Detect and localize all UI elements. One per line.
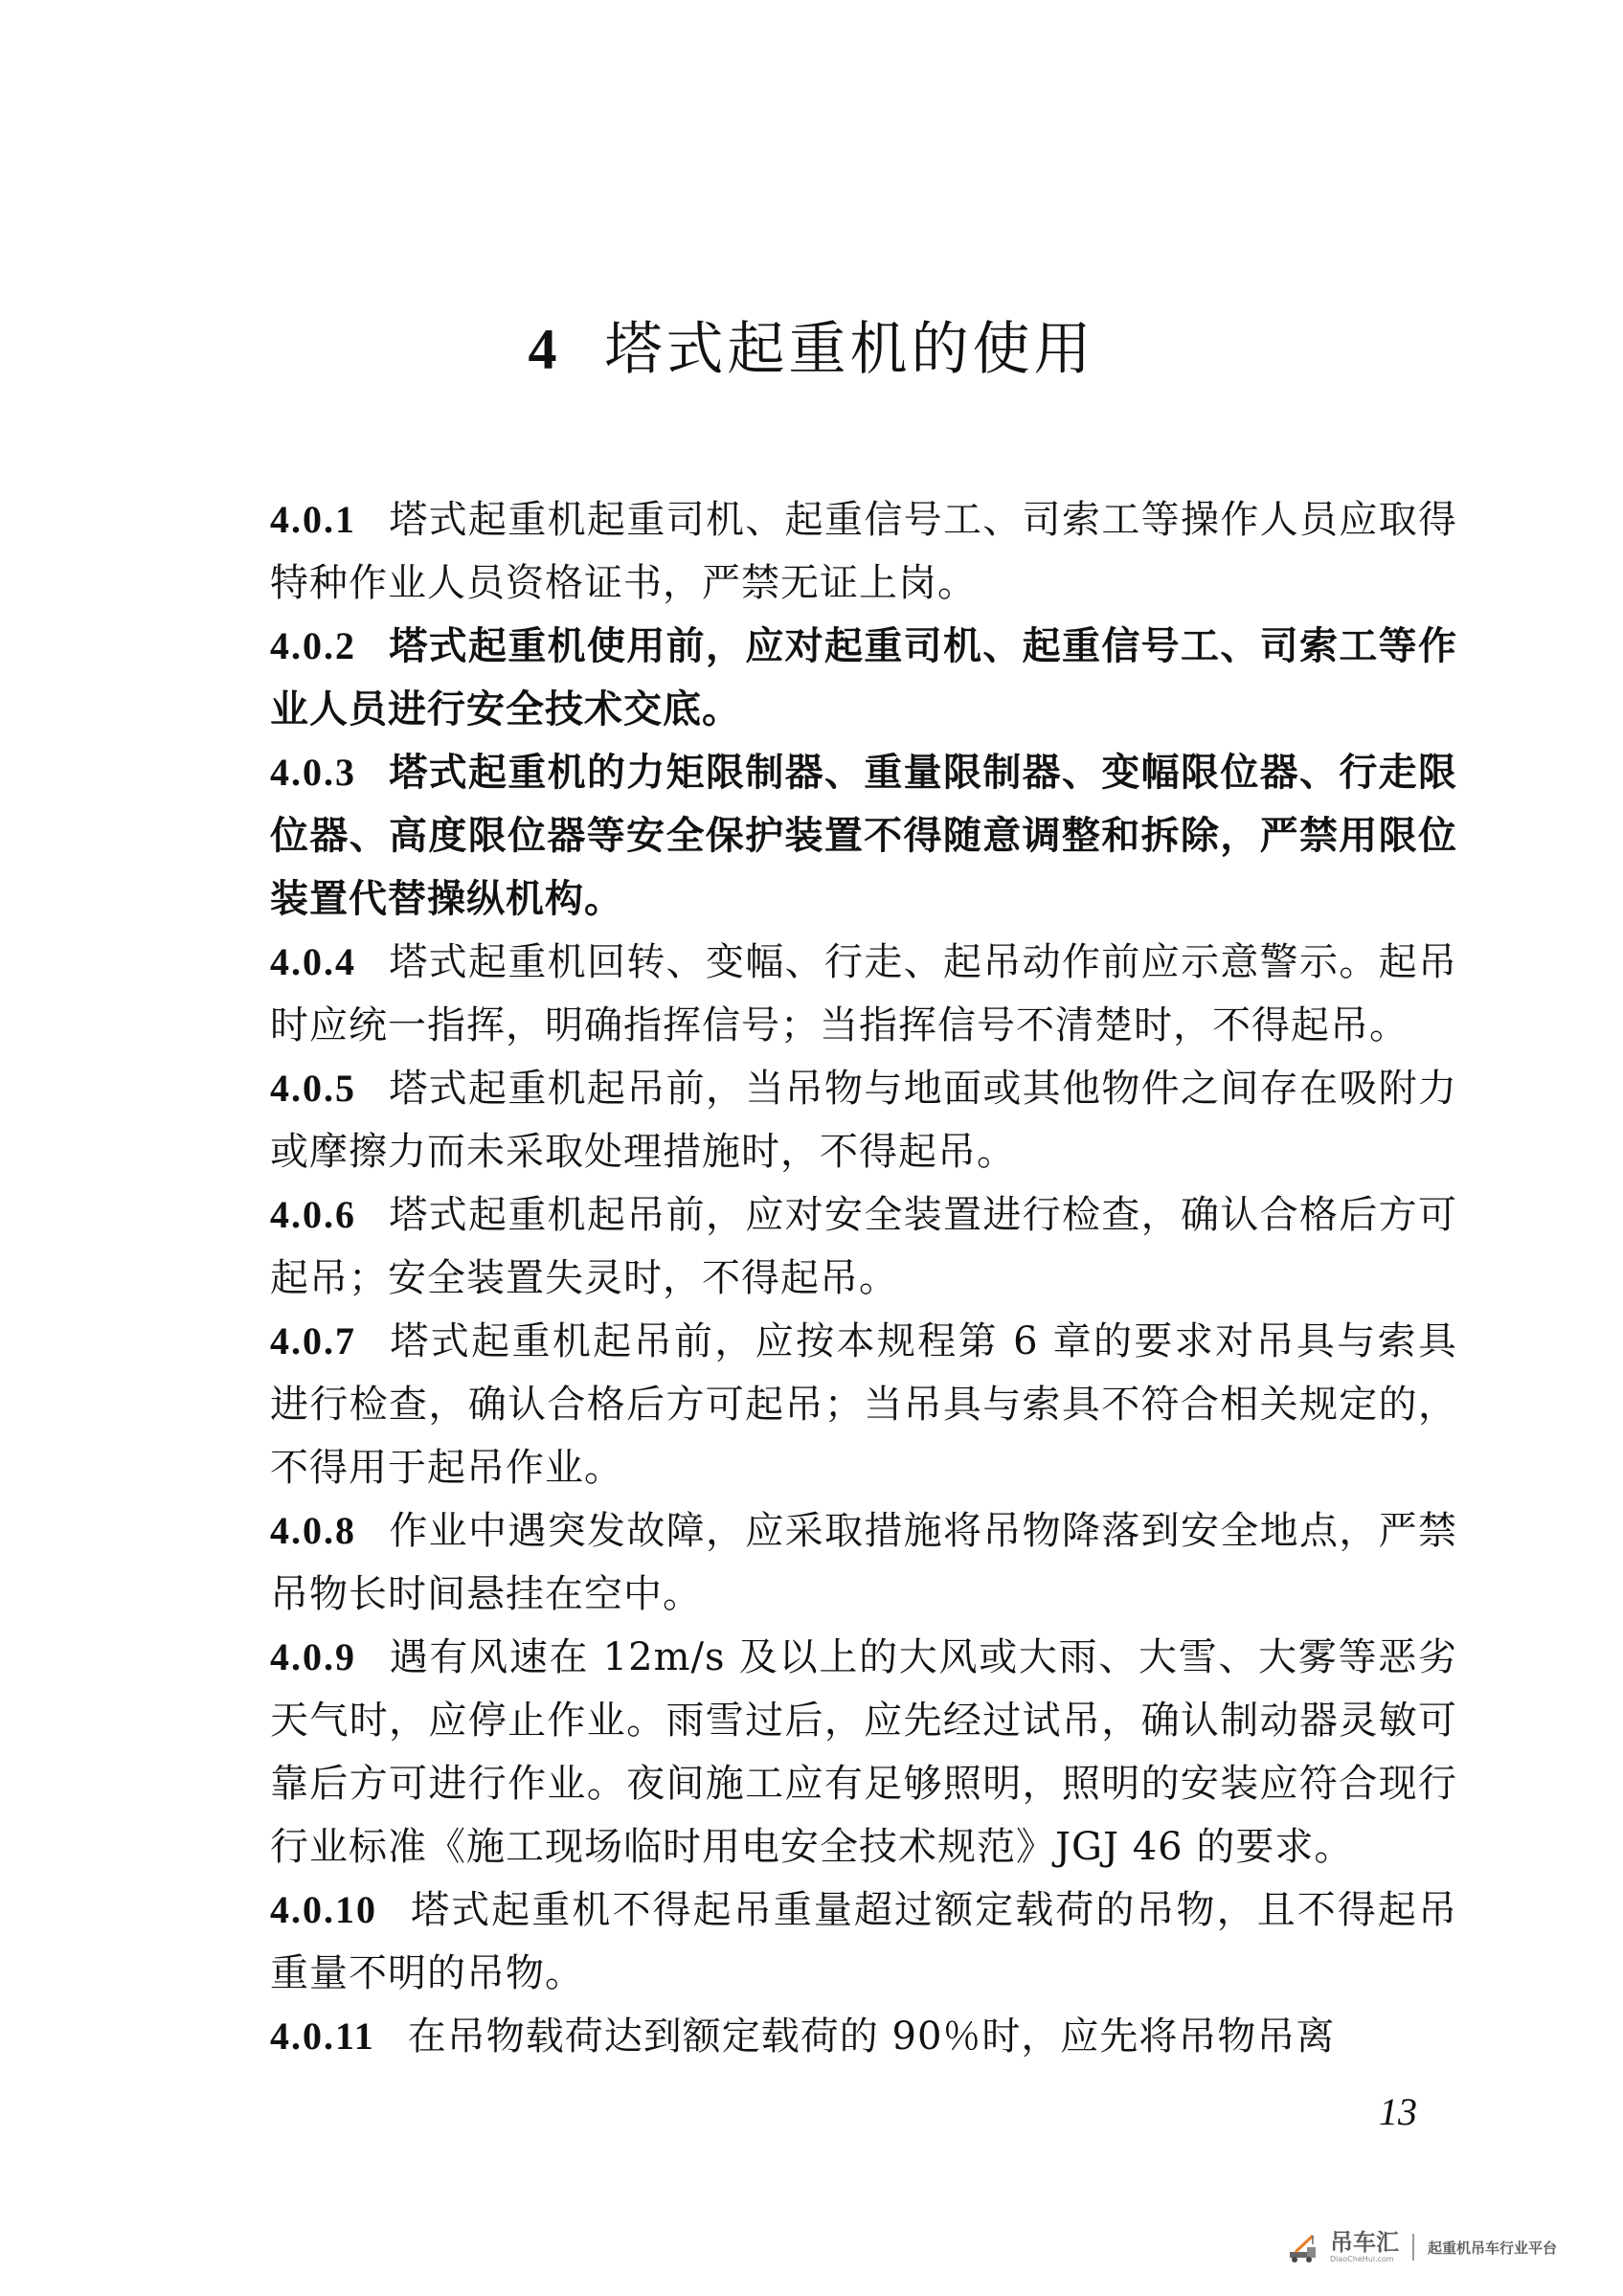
watermark-divider (1412, 2234, 1414, 2261)
clause-4-0-6 (270, 1183, 1457, 1310)
clause-number: 4.0.9 (270, 1635, 356, 1678)
clause-number: 4.0.1 (270, 498, 356, 541)
clause-4-0-3 (270, 741, 1457, 931)
clause-number: 4.0.4 (270, 940, 356, 983)
chapter-number: 4 (528, 318, 561, 381)
clause-4-0-8 (270, 1499, 1457, 1626)
clause-text: 作业中遇突发故障，应采取措施将吊物降落到安全地点，严禁吊物长时间悬挂在空中。 (270, 1509, 1457, 1616)
watermark-name: 吊车汇 (1330, 2229, 1399, 2256)
clause-text: 塔式起重机不得起吊重量超过额定载荷的吊物，且不得起吊重量不明的吊物。 (270, 1888, 1457, 1995)
watermark-brand (1330, 2231, 1399, 2263)
watermark-url: DiaoCheHui.com (1330, 2255, 1394, 2263)
clause-4-0-1 (270, 488, 1457, 615)
clause-number: 4.0.3 (270, 751, 356, 794)
chapter-title-text: 塔式起重机的使用 (604, 316, 1095, 383)
watermark-slogan: 起重机吊车行业平台 (1428, 2239, 1558, 2257)
clause-4-0-7 (270, 1310, 1457, 1499)
clause-text: 塔式起重机的力矩限制器、重量限制器、变幅限位器、行走限位器、高度限位器等安全保护装置不得随意调整和拆除，严禁用限位装置代替操纵机构。 (270, 750, 1457, 921)
clause-number: 4.0.8 (270, 1509, 356, 1552)
chapter-title (0, 316, 1623, 383)
clause-text: 在吊物载荷达到额定载荷的 90％时，应先将吊物吊离 (407, 2015, 1336, 2059)
clause-4-0-10 (270, 1879, 1457, 2005)
clause-text: 塔式起重机起吊前，当吊物与地面或其他物件之间存在吸附力或摩擦力而未采取处理措施时，不得起吊。 (270, 1067, 1457, 1174)
clause-number: 4.0.7 (270, 1319, 356, 1362)
clause-text: 塔式起重机起吊前，应对安全装置进行检查，确认合格后方可起吊；安全装置失灵时，不得起吊。 (270, 1193, 1457, 1300)
clause-4-0-5 (270, 1057, 1457, 1183)
clause-text: 塔式起重机起重司机、起重信号工、司索工等操作人员应取得特种作业人员资格证书，严禁无证上岗。 (270, 498, 1457, 605)
crane-truck-icon (1288, 2231, 1320, 2263)
clause-text: 塔式起重机回转、变幅、行走、起吊动作前应示意警示。起吊时应统一指挥，明确指挥信号；当指挥信号不清楚时，不得起吊。 (270, 940, 1457, 1047)
clause-number: 4.0.5 (270, 1067, 356, 1110)
clause-text: 遇有风速在 12m/s 及以上的大风或大雨、大雪、大雾等恶劣天气时，应停止作业。雨雪过后，应先经过试吊，确认制动器灵敏可靠后方可进行作业。夜间施工应有足够照明，照明的安装应符合现行行业标准《施工现场临时用电安全技术规范》JGJ 46 的要求。 (270, 1635, 1457, 1869)
clause-number: 4.0.2 (270, 624, 356, 667)
clause-4-0-9 (270, 1626, 1457, 1879)
clause-number: 4.0.11 (270, 2015, 375, 2058)
clause-4-0-2 (270, 615, 1457, 741)
watermark (1288, 2231, 1557, 2263)
clause-text: 塔式起重机起吊前，应按本规程第 6 章的要求对吊具与索具进行检查，确认合格后方可起吊；当吊具与索具不符合相关规定的，不得用于起吊作业。 (270, 1319, 1457, 1490)
clause-number: 4.0.6 (270, 1193, 356, 1236)
clause-number: 4.0.10 (270, 1888, 377, 1931)
clause-4-0-4 (270, 931, 1457, 1057)
clause-text: 塔式起重机使用前，应对起重司机、起重信号工、司索工等作业人员进行安全技术交底。 (270, 623, 1457, 732)
clause-4-0-11 (270, 2005, 1457, 2068)
clause-list (270, 488, 1457, 2068)
page-number: 13 (1379, 2090, 1417, 2133)
